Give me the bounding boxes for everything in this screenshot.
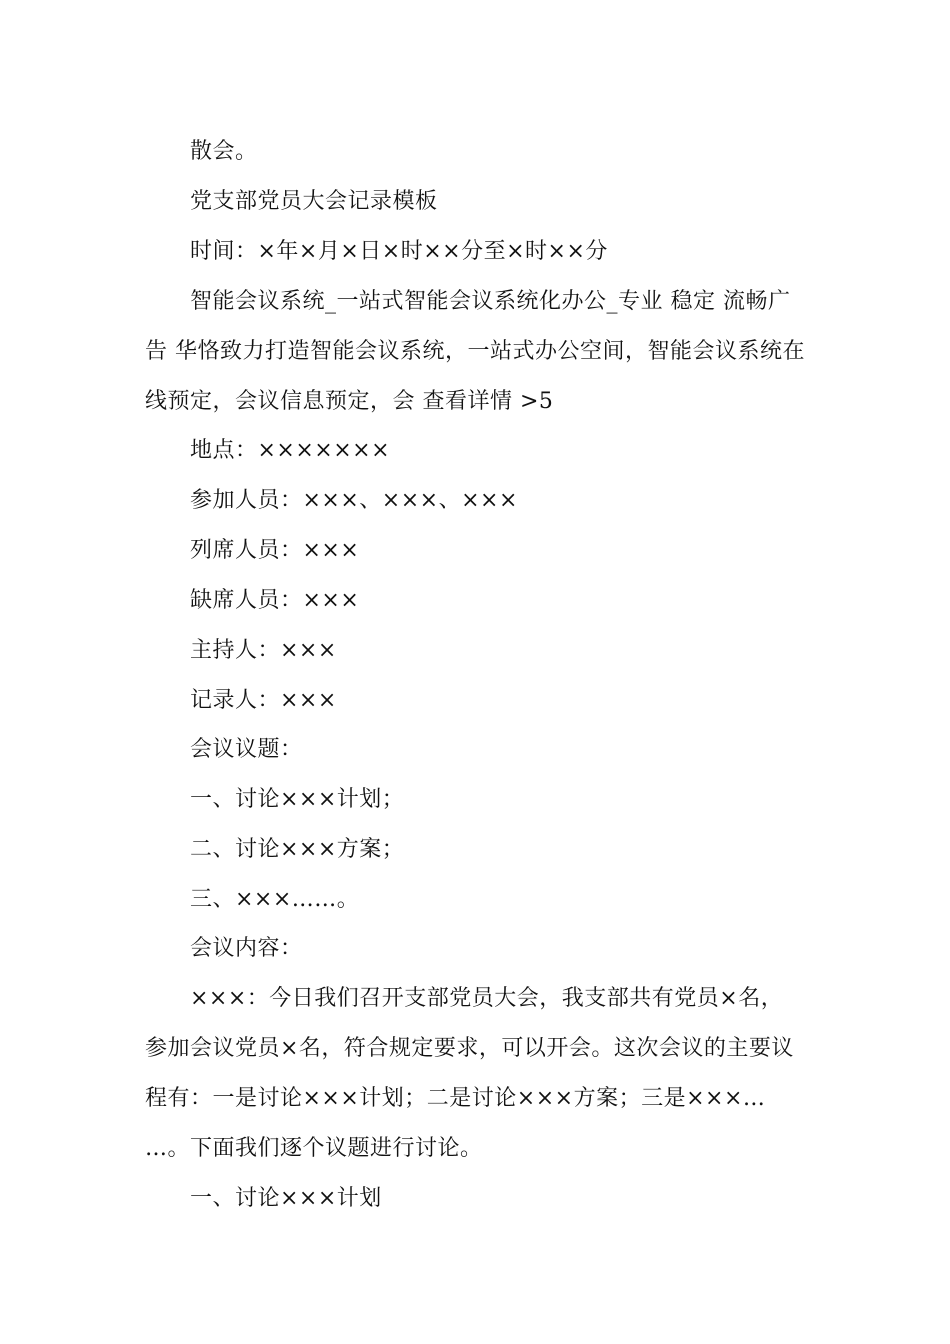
agenda-item-3: 三、×××……。 <box>190 887 360 912</box>
attendees: 参加人员：×××、×××、××× <box>190 488 518 513</box>
content-paragraph-line-3: 程有：一是讨论×××计划；二是讨论×××方案；三是×××… <box>145 1086 766 1111</box>
ad-text-line-2: 告 华恪致力打造智能会议系统，一站式办公空间，智能会议系统在 <box>145 339 805 364</box>
document-title: 党支部党员大会记录模板 <box>190 189 438 214</box>
ad-text-line-3: 线预定，会议信息预定，会 查看详情 >5 <box>145 389 554 414</box>
content-paragraph-line-2: 参加会议党员×名，符合规定要求，可以开会。这次会议的主要议 <box>145 1036 794 1061</box>
meeting-time: 时间：×年×月×日×时××分至×时××分 <box>190 239 608 264</box>
ad-text-line-1: 智能会议系统_一站式智能会议系统化办公_专业 稳定 流畅广 <box>190 289 791 314</box>
agenda-heading: 会议议题： <box>190 737 303 762</box>
recorder: 记录人：××× <box>190 688 337 713</box>
text-line-closing: 散会。 <box>190 139 258 164</box>
section-heading: 一、讨论×××计划 <box>190 1186 382 1211</box>
content-paragraph-line-4: …。下面我们逐个议题进行讨论。 <box>145 1136 483 1161</box>
observers: 列席人员：××× <box>190 538 360 563</box>
meeting-location: 地点：××××××× <box>190 438 391 463</box>
agenda-item-1: 一、讨论×××计划； <box>190 787 405 812</box>
content-heading: 会议内容： <box>190 936 303 961</box>
agenda-item-2: 二、讨论×××方案； <box>190 837 405 862</box>
absentees: 缺席人员：××× <box>190 588 360 613</box>
content-paragraph-line-1: ×××：今日我们召开支部党员大会，我支部共有党员×名， <box>190 986 784 1011</box>
host: 主持人：××× <box>190 638 337 663</box>
